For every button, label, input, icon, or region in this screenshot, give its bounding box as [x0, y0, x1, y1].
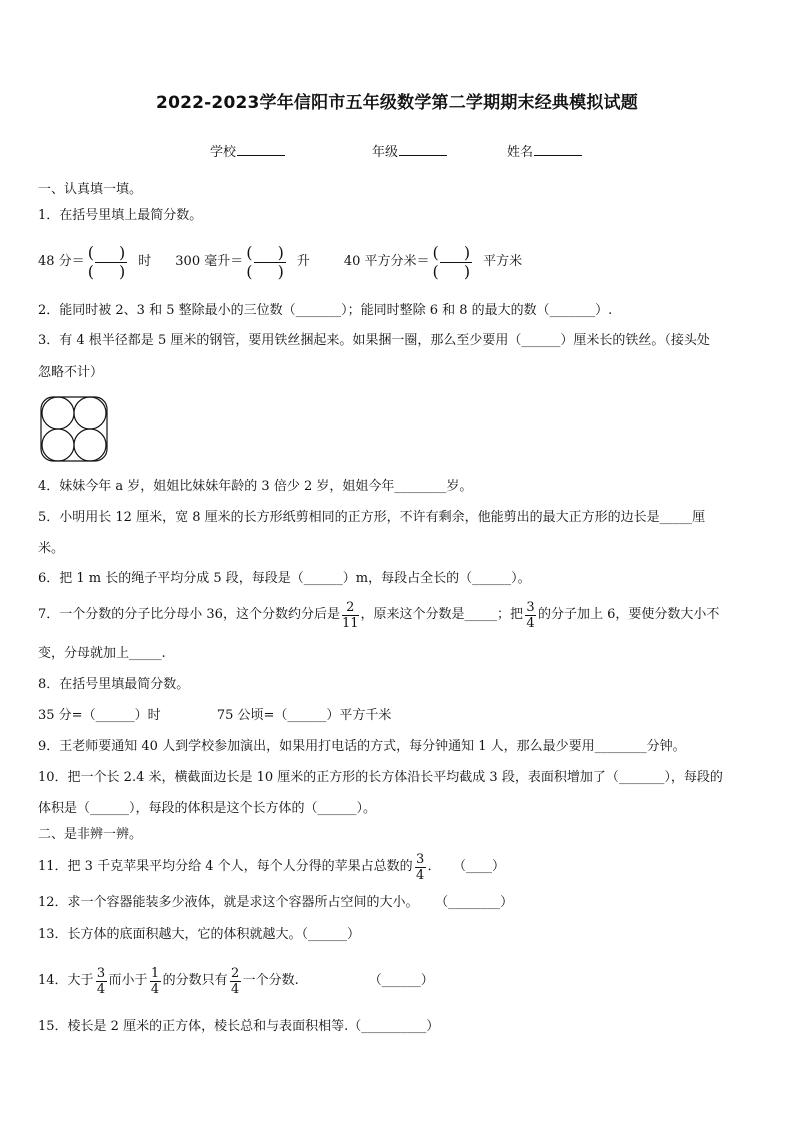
question-8-items: 35 分=（______）时 75 公顷=（______）平方千米	[38, 708, 392, 723]
question-5-cont: 米。	[38, 541, 65, 556]
fraction-blank: ( ) ( )	[87, 242, 136, 281]
fraction: $\frac{1}{4}$	[150, 965, 160, 997]
pipe-circle	[42, 397, 74, 429]
fraction: $\frac{3}{4}$	[415, 851, 425, 883]
pipe-circle	[42, 429, 74, 461]
exam-title: 2022-2023学年信阳市五年级数学第二学期期末经典模拟试题	[156, 93, 638, 113]
question-11: 11．把 3 千克苹果平均分给 4 个人，每个人分得的苹果占总数的 $\frac{3}{4}$ ． （____）	[38, 851, 506, 883]
fraction-blank: ( ) ( )	[246, 242, 294, 281]
fraction: $\frac{3}{4}$	[96, 965, 106, 997]
question-13: 13．长方体的底面积越大，它的体积就越大。（______）	[38, 927, 361, 942]
question-9: 9．王老师要通知 40 人到学校参加演出，如果用打电话的方式，每分钟通知 1 人，那么最少要用________分钟。	[38, 739, 686, 754]
pipes-diagram	[39, 395, 111, 465]
question-10: 10．把一个长 2.4 米，横截面边长是 10 厘米的正方形的长方体沿长平均截成 3 段，表面积增加了（_______），每段的	[38, 770, 723, 785]
question-7-cont: 变，分母就加上_____.	[38, 646, 166, 661]
binding-wire	[41, 397, 107, 461]
name-field: 姓名	[507, 141, 583, 160]
question-3-cont: 忽略不计）	[38, 365, 104, 380]
pipe-circle	[74, 429, 106, 461]
question-5: 5．小明用长 12 厘米，宽 8 厘米的长方形纸剪相同的正方形，不许有剩余，他能剪出的最大正方形的边长是_____厘	[38, 510, 706, 525]
section-2-heading: 二、是非辨一辨。	[38, 827, 143, 842]
fraction: $\frac{2}{11}$	[341, 599, 359, 631]
question-2: 2．能同时被 2、3 和 5 整除最小的三位数（_______）；能同时整除 6 和 8 的最大的数（_______）.	[38, 303, 613, 318]
question-1-items: 48 分＝ ( ) ( ) 时 300 毫升＝ ( ) ( ) 升 40 平方分米＝ ( ) ( ) 平方米	[38, 242, 523, 281]
school-field: 学校	[210, 141, 286, 160]
pipe-circle	[74, 397, 106, 429]
question-14: 14．大于 $\frac{3}{4}$ 而小于 $\frac{1}{4}$ 的分数只有 $\frac{2}{4}$ 一个分数. （______）	[38, 965, 434, 997]
section-1-heading: 一、认真填一填。	[38, 182, 143, 197]
question-12: 12．求一个容器能装多少液体，就是求这个容器所占空间的大小。 （________）	[38, 895, 514, 910]
fraction: $\frac{2}{4}$	[230, 965, 240, 997]
question-7: 7．一个分数的分子比分母小 36，这个分数约分后是 $\frac{2}{11}$ ，原来这个分数是_____；把 $\frac{3}{4}$ 的分子加上 6，要使分数大小不	[38, 599, 720, 631]
question-10-cont: 体积是（______），每段的体积是这个长方体的（______）。	[38, 801, 377, 816]
question-4: 4．妹妹今年 a 岁，姐姐比妹妹年龄的 3 倍少 2 岁，姐姐今年________岁。	[38, 479, 473, 494]
question-1: 1．在括号里填上最简分数。	[38, 208, 203, 223]
question-6: 6．把 1 m 长的绳子平均分成 5 段，每段是（______）m，每段占全长的（______）。	[38, 571, 531, 586]
question-8: 8．在括号里填最简分数。	[38, 677, 190, 692]
grade-field: 年级	[372, 141, 448, 160]
fraction: $\frac{3}{4}$	[526, 599, 535, 631]
question-15: 15．棱长是 2 厘米的正方体，棱长总和与表面积相等.（__________）	[38, 1019, 440, 1034]
fraction-blank: ( ) ( )	[432, 242, 481, 281]
question-3: 3．有 4 根半径都是 5 厘米的钢管，要用铁丝捆起来。如果捆一圈，那么至少要用（______）厘米长的铁丝。（接头处	[38, 333, 710, 348]
